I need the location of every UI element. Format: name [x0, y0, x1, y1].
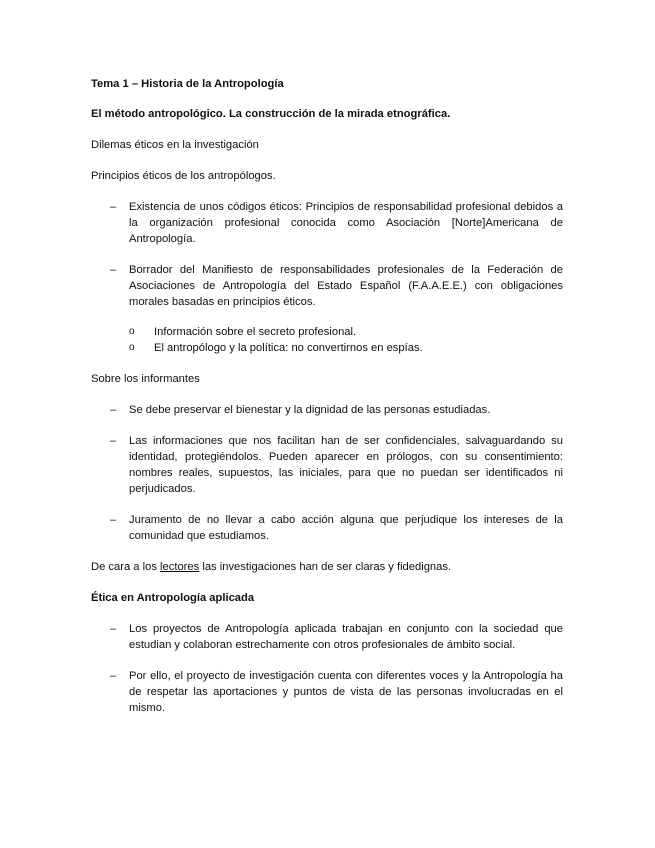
dash-bullet: – [110, 623, 117, 635]
list-item-text: Existencia de unos códigos éticos: Principios de responsabilidad profesional debidos a la organización profesional conocida como Asociación [Norte]Americana de Antropología. [129, 201, 563, 245]
lectores-prefix: De cara a los [91, 561, 161, 573]
document-title: Tema 1 – Historia de la Antropología [91, 78, 284, 90]
list-item [91, 621, 563, 653]
list-item-text: Borrador del Manifiesto de responsabilidades profesionales de la Federación de Asociaciones de Antropología del Estado Español (F.A.A.E.E.) con obligaciones morales basadas en principios éticos. [129, 264, 563, 308]
principios-sub-list [91, 324, 563, 356]
principios-list [91, 199, 563, 310]
list-item [91, 340, 563, 356]
document-subtitle: El método antropológico. La construcción de la mirada etnográfica. [91, 108, 451, 120]
dash-bullet: – [110, 670, 117, 682]
heading-informantes: Sobre los informantes [91, 373, 200, 385]
dash-bullet: – [110, 264, 117, 276]
dash-bullet: – [110, 404, 117, 416]
aplicada-list [91, 621, 563, 716]
list-item [91, 324, 563, 340]
list-item [91, 512, 563, 544]
list-item-text: Los proyectos de Antropología aplicada trabajan en conjunto con la sociedad que estudian y colaboran estrechamente con otros profesionales de ámbito social. [129, 623, 563, 651]
lectores-suffix: las investigaciones han de ser claras y fidedignas. [199, 561, 452, 573]
list-item-text: Se debe preservar el bienestar y la dignidad de las personas estudiadas. [129, 404, 491, 416]
dash-bullet: – [110, 201, 117, 213]
list-item [91, 402, 563, 418]
lectores-word: lectores [160, 561, 200, 573]
circle-bullet: o [129, 342, 135, 353]
list-item-text: El antropólogo y la política: no convertirnos en espías. [154, 342, 423, 354]
circle-bullet: o [129, 326, 135, 337]
dash-bullet: – [110, 435, 117, 447]
list-item [91, 262, 563, 310]
list-item-text: Las informaciones que nos facilitan han de ser confidenciales, salvaguardando su identidad, protegiéndolos. Pueden aparecer en prólogos, con su consentimiento: nombres reales, supuestos, las iniciales, para que no puedan ser identificados ni perjudicados. [129, 435, 563, 495]
heading-aplicada: Ética en Antropología aplicada [91, 592, 255, 604]
heading-principios: Principios éticos de los antropólogos. [91, 170, 276, 182]
list-item [91, 668, 563, 716]
lectores-paragraph [91, 559, 563, 575]
list-item [91, 433, 563, 497]
list-item-text: Información sobre el secreto profesional. [154, 326, 357, 338]
list-item [91, 199, 563, 247]
dash-bullet: – [110, 514, 117, 526]
list-item-text: Por ello, el proyecto de investigación cuenta con diferentes voces y la Antropología ha de respetar las aportaciones y puntos de vista de las personas involucradas en el mismo. [129, 670, 563, 714]
list-item-text: Juramento de no llevar a cabo acción alguna que perjudique los intereses de la comunidad que estudiamos. [129, 514, 563, 542]
informantes-list [91, 402, 563, 544]
heading-dilemas: Dilemas éticos en la investigación [91, 139, 259, 151]
